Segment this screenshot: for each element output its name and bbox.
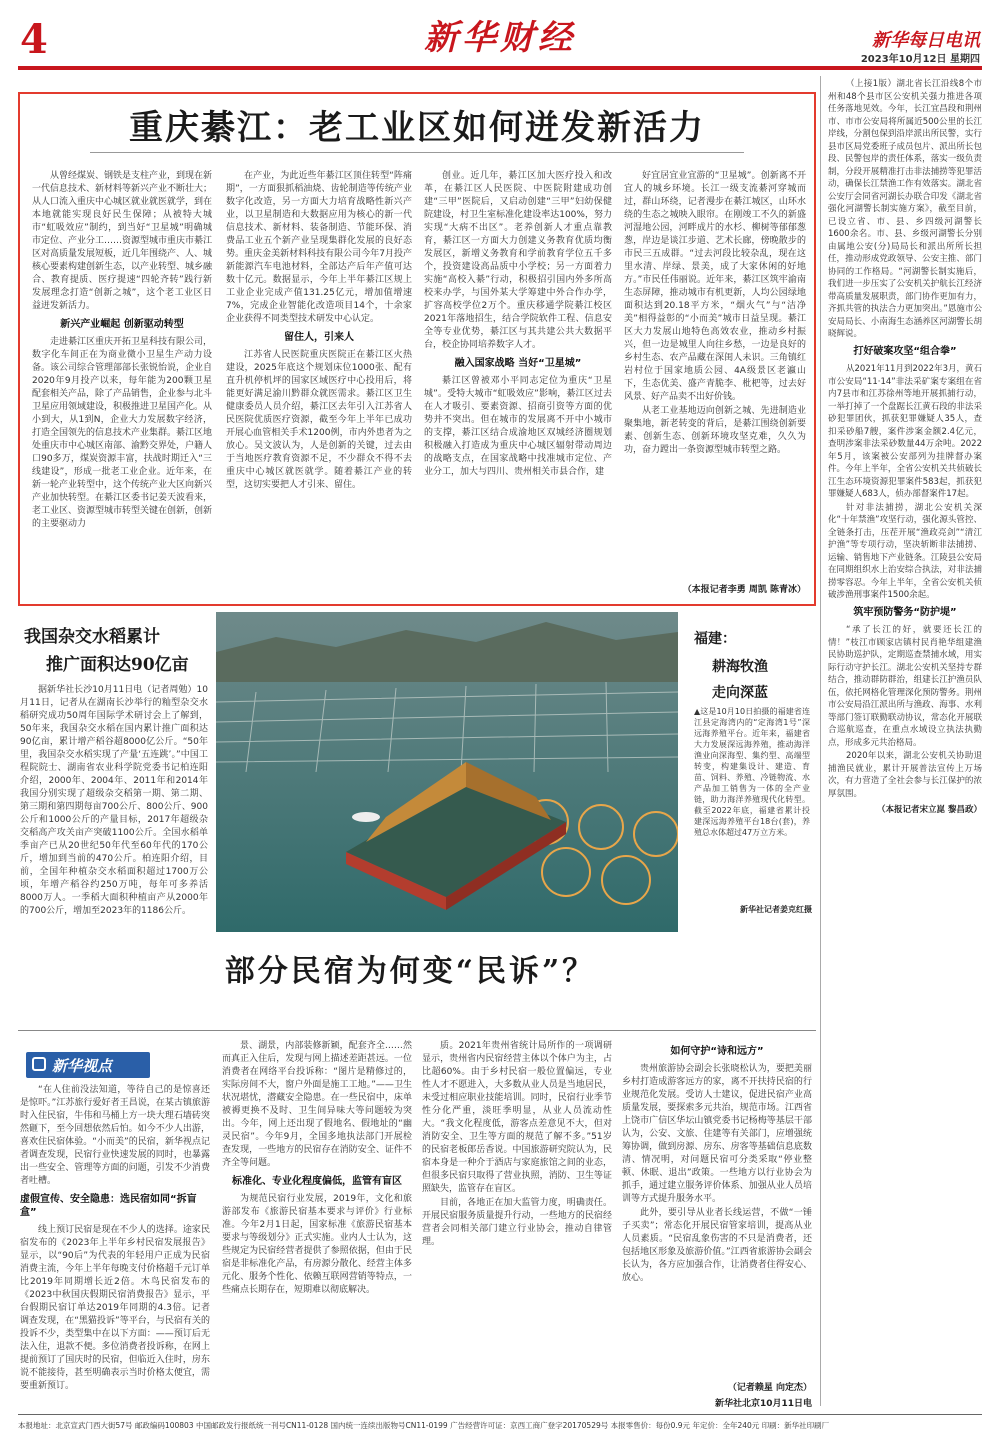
aquaculture-platform-illustration bbox=[216, 612, 678, 932]
caption-text: ▲这是10月10日拍摄的福建省连江县定海湾内的“定海湾1号”深远海养殖平台。近年来，福建省大力发展深远海养殖，推动海洋渔业向深海型、集约型、高端型转变，构建集设计、建造、育苗、饲料、养殖、冷链物流、水产品加工销售为一体的全产业链，助力海洋养殖现代化转型。截至2022年底，福建省累计投建深远海养殖平台18台(套)，养殖总水体超过47万立方米。 bbox=[694, 707, 810, 837]
photo-title-1: 福建： bbox=[694, 631, 736, 647]
paragraph: 创业。近几年，綦江区加大医疗投入和改革，在綦江区人民医院、中医院附建成功创建“三甲”医院后，又启动创建“三甲”妇幼保健院建设，村卫生室标准化建设率达100%，努力实现“大病不出区”。老养创新人才重点靠教育，綦江区一方面大力创建义务教育优质均衡发展区，新增义务教育和学前教育学位五千多个，投资建设高品质中小学校；另一方面着力实施“高校入綦”行动，积极招引国内外多所高校来办学，与国外某大学筹建中外合作办学，扩容高校学位2万个。重庆移通学院綦江校区2021年落地招生，结合学院软件工程、信息安全等专业优势，綦江区与其共建公共大数据平台，校企协同培养数字人才。 bbox=[424, 171, 612, 350]
page-number: 4 bbox=[20, 16, 48, 63]
minsu-column-2 bbox=[222, 1040, 412, 1402]
paragraph: 目前，各地正在加大监管力度，明确责任。开展民宿服务质量提升行动，一些地方的民宿经营者会同相关部门建立行业协会，推动自律管理。 bbox=[422, 1198, 612, 1247]
subheading: 留住人，引来人 bbox=[284, 332, 354, 343]
paragraph: 2020年以来，湖北公安机关协助退捕渔民就业，累计开展普法宣传上万场次，有力营造了全社会参与长江保护的浓厚氛围。 bbox=[828, 751, 982, 799]
minsu-credit: 新华社北京10月11日电 bbox=[714, 1399, 812, 1409]
xinhua-view-badge bbox=[26, 1052, 150, 1078]
paragraph: “承了长江的好，就要还长江的情！”枝江市顾家店镇村民肖艳华组建渔民协助巡护队，定期巡查禁捕水域，用实际行动守护长江。湖北公安机关坚持专群结合，推动群防群治，组建长江护渔员队伍，依托网格化管理深化预防警务。荆州市公安局沿江派出所与渔政、海事、水利等部门签订联勤联动协议，常态化开展联合巡航巡查，在重点水域设立执法执勤点，形成多元共治格局。 bbox=[828, 625, 982, 748]
headline-rule bbox=[90, 152, 744, 153]
footer-text: 本报地址：北京宣武门西大街57号 邮政编码100803 中国邮政发行报纸统一刊号CN11-0128 国内统一连续出版物号CN11-0199 广告经营许可证：京西工商广登字20170529号 本报零售价：每份0.9元 年定价：全年240元 印刷：新华社印刷厂 bbox=[18, 1421, 830, 1430]
paragraph: 綦江区曾被邓小平同志定位为重庆“卫星城”。受特大城市“虹吸效应”影响，綦江区过去在人才吸引、要素资源、招商引资等方面的优势并不突出。但在城市的发展离不开中小城市的支撑，綦江区结合成渝地区双城经济圈规划积极融入打造成为重庆中心城区辐射带动周边的战略支点，在国家战略中找准城市定位、产业分工，加大与四川、贵州相关市县合作，建 bbox=[424, 376, 612, 477]
minsu-byline: （记者赖星 向定杰） bbox=[727, 1383, 812, 1393]
right-column bbox=[828, 78, 982, 1408]
feature-column-2 bbox=[226, 170, 412, 600]
minsu-column-4 bbox=[622, 1040, 812, 1374]
rice-headline-1: 我国杂交水稻累计 bbox=[24, 627, 160, 647]
paper-brand: 新华每日电讯 bbox=[872, 30, 980, 51]
minsu-headline: 部分民宿为何变“民诉”？ bbox=[224, 954, 596, 989]
paragraph: 从曾经煤炭、钢铁是支柱产业，到现在新一代信息技术、新材料等新兴产业不断壮大；从人口流入重庆中心城区就业就医就学，到在本地就能实现良好民生保障；从被特大城市“虹吸效应”制约，到当好“卫星城”明确城市定位、产业分工……资源型城市重庆市綦江区对高质量发展短板，近几年围绕产、人、城核心要素构建创新生态，以产业转型、城乡融合、教育提质、医疗提速“四轮齐转”践行新发展理念打造“创新之城”，这个老工业区日益迸发新活力。 bbox=[32, 171, 212, 311]
feature-column-4 bbox=[624, 170, 806, 576]
badge-label: 新华视点 bbox=[52, 1057, 113, 1075]
paragraph: 好宜居宜业宜游的“卫星城”。创新离不开宜人的城乡环境。长江一级支流綦河穿城而过，群山环绕，记者漫步在綦江城区，山环水绕的生态之城映入眼帘。在刚竣工不久的新盛河湿地公园，河畔成片的水杉、柳树等郁郁葱葱，岸边是谈江步道、艺术长廊，傍晚散步的市民三五成群。“过去河段比较杂乱，现在这里水清、岸绿、景美，成了大家休闲的好地方。”市民任伟丽说。近年来，綦江区筑牢渝南生态屏障，推动城市有机更新，人均公园绿地面积达到20.18平方米，“烟火气”与“洁净美”相得益彰的“小而美”城市日益呈现。綦江区大力发展山地特色高效农业，推动乡村振兴，但一边是城里人向往乡愁，一边是良好的乡村生态、农产品藏在深闺人未识。三角镇红岩村位于国家地质公园、4A级景区老瀛山下，生态优美、盛产青脆李、枇杷等，过去好风景、好产品卖不出好价钱。 bbox=[624, 171, 806, 402]
right-column-divider bbox=[820, 76, 821, 1406]
minsu-column-3 bbox=[422, 1040, 612, 1402]
header-rule bbox=[18, 66, 982, 70]
aquaculture-photo bbox=[216, 612, 678, 932]
feature-column-1 bbox=[32, 170, 212, 600]
subheading: 新兴产业崛起 创新驱动转型 bbox=[60, 319, 184, 330]
paragraph: 从老工业基地迈向创新之城、先进制造业聚集地，新老转变的背后，是綦江围绕创新要素、创新生态、创新环境攻坚克难，久久为功，奋力蹚出一条资源型城市转型之路。 bbox=[624, 406, 806, 455]
right-byline: （本报记者宋立崑 黎昌政） bbox=[877, 805, 982, 815]
paragraph: 贵州旅游协会副会长张晓松认为，要把美丽乡村打造成游客远方的家，离不开扶持民宿的行业规范化发展。受访人士建议，促进民宿产业高质量发展，要探索多元共治，规范市场。江西省上饶市广信区华坛山镇党委书记杨梅等基层干部认为，公安、文旅、住建等有关部门，应增强统筹协调，做到房源、房东、房客等基础信息底数清、情况明，对问题民宿可分类采取“停业整顿、休眠、退出”政策。一些地方以行业协会为抓手，通过建立服务评价体系、加强从业人员培训等方式提升服务水平。 bbox=[622, 1064, 812, 1204]
paragraph: （上接1版）湖北省长江沿线8个市州和48个县市区公安机关强力推进各项任务落地见效。今年，长江宜昌段和荆州市、市市公安局将所属近500公里的长江岸线，分割包保到沿岸派出所民警，实行县市区局党委班子成员包片、派出所长包段、民警包岸的责任体系，落实一级负责制，分段开展精准打击非法捕捞等犯罪活动，确保长江禁渔工作有效落实。湖北省公安厅会同省河湖长办联合印发《湖北省强化河湖警长制实施方案》，截至目前，已设立省、市、县、乡四级河湖警长1600余名。市、县、乡级河湖警长分别由属地公安(分)局局长和派出所所长担任，推动形成党政领导、公安主推、部门协同的工作格局。“河湖警长制实施后，我们进一步压实了公安机关护航长江经济带高质量发展职责，部门协作更加有力，齐抓共管的执法合力更加突出。”恩施市公安局局长、小南海生态涵养区河湖警长胡晓辉说。 bbox=[828, 79, 982, 339]
subheading: 如何守护“诗和远方” bbox=[670, 1046, 764, 1057]
paragraph: 江苏省人民医院重庆医院正在綦江区火热建设，2025年底这个规划床位1000张、配有直升机停机坪的国家区域医疗中心投用后，将能更好满足渝川黔群众就医需求。綦江区卫生健康委员人员介绍，綦江区去年引入江苏省人民医院优质医疗资源，截至今年上半年已成功开展心血管相关手术1200例，市内外患者为之放心。吴文波认为，人是创新的关键，过去由于当地医疗教育资源不足，不少群众不得不去重庆中心城区就医就学。随着綦江产业的转型，这切实要把人才引来、留住。 bbox=[226, 350, 412, 490]
badge-icon bbox=[32, 1057, 46, 1071]
footer-rule bbox=[18, 1414, 982, 1415]
subheading: 标准化、专业化程度偏低，监管有盲区 bbox=[232, 1176, 402, 1187]
photo-title-3: 走向深蓝 bbox=[712, 685, 768, 701]
subheading: 筑牢预防警务“防护堤” bbox=[853, 606, 957, 618]
subheading: 融入国家战略 当好“卫星城” bbox=[454, 358, 582, 369]
subheading: 虚假宣传、安全隐患：选民宿如同“拆盲盒” bbox=[20, 1194, 197, 1218]
paragraph: 在产业，为此近些年綦江区顶住转型“阵痛期”，一方面狠抓稻油烧、齿轮制造等传统产业数字化改造，另一方面大力培育战略性新兴产业，以卫星制造和大数据应用为核心的新一代信息技术、新材料、装备制造、节能环保、消费品工业五个新产业呈现集群化发展的良好态势。重庆金美新材料科技有限公司今年7月投产新能源汽车电池材料，全部达产后年产值可达数十亿元。数据显示，今年上半年綦江区规上工业企业完成产值131.25亿元，增加值增速7%，完成企业智能化改造项目14个，十余家企业获得不同类型技术研发中心认定。 bbox=[226, 171, 412, 324]
paragraph: 针对非法捕捞，湖北公安机关深化“十年禁渔”攻坚行动，强化源头管控、全链条打击，压茬开展“渔政亮剑”“清江护渔”等专项行动，坚决斩断非法捕捞、运输、销售地下产业链条。江陵县公安局在同期组织水上治安综合执法，对非法捕捞零容忍。今年上半年，全省公安机关侦破涉渔刑事案件1500余起。 bbox=[828, 502, 982, 600]
paragraph: “在人住前没法知道，等待自己的是惊喜还是惊吓。”江苏旅行爱好者王昌说，在某古镇旅游时入住民宿，牛伟和马桶上方一块大理石墙砖突然砸下，至今回想依然后怕。如今不少人出游，喜欢住民宿体验。“小而美”的民宿，新华视点记者调查发现，民宿行业快速发展的同时，也暴露出一些安全、管理等方面的问题，引发不少消费者吐槽。 bbox=[20, 1085, 210, 1186]
paragraph: 景、湖景，内部装修新颖，配套齐全……然而真正入住后，发现与网上描述差距甚远。一位消费者在网络平台投诉称：“图片是精修过的，实际房间不大，窗户外面是施工工地。”——卫生状况堪忧，潜藏安全隐患。在一些民宿中，床单被褥更换不及时、卫生间异味大等问题较为突出。今年，网上还出现了假地名、假地址的“幽灵民宿”。今年9月，全国多地执法部门开展检查发现，一些地方的民宿存在消防安全、证件不齐全等问题。 bbox=[222, 1041, 412, 1168]
photo-credit: 新华社记者姜克红摄 bbox=[740, 905, 812, 914]
paragraph: 据新华社长沙10月11日电（记者周勉）10月11日，记者从在湖南长沙举行的籼型杂交水稻研究成功50周年国际学术研讨会上了解到，50年来，我国杂交水稻在国内累计推广面积达90亿亩，累计增产稻谷超8000亿公斤。“50年里，我国杂交水稻实现了产量‘五连跳’。”中国工程院院士、湖南省农业科学院党委书记柏连阳介绍，2000年、2004年、2011年和2014年我国分别实现了超级杂交稻第一期、第二期、第三期和第四期每亩700公斤、800公斤、900公斤和1000公斤的产量目标，2017年超级杂交稻高产攻关亩产突破1100公斤。全国水稻单季亩产已从20世纪50年代至60年代的170公斤，增加到当前的470公斤。柏连阳介绍，目前，全国年种植杂交水稻面积超过1700万公顷，年增产稻谷约250万吨，每年可多养活8000万人。一季稻大面积种植亩产从2000年的700公斤，增加至2023年的1186公斤。 bbox=[20, 685, 208, 916]
paragraph: 质。2021年贵州省统计局所作的一项调研显示，贵州省内民宿经营主体以个体户为主，占比超60%。由于乡村民宿一般位置偏远，专业性人才不愿进入，大多数从业人员是当地居民，未受过相应职业技能培训。同时，民宿行业季节性分化严重，淡旺季明显，从业人员流动性大。“我文化程度低，游客点差意见不大，但对消防安全、卫生等方面的规范了解不多。”51岁的民宿老板郎岳香说。中国旅游研究院认为，民宿本身是一种介于酒店与家庭旅馆之间的业态，但很多民宿只取得了营业执照，消防、卫生等证照缺失，监管存在盲区。 bbox=[422, 1041, 612, 1194]
paragraph: 此外，要引导从业者长线运营，不做“一锤子买卖”；常态化开展民宿管家培训，提高从业人员素质。“民宿乱象伤害的不只是消费者，还包括地区形象及旅游价值。”江西省旅游协会副会长认为，各方应加强合作，让消费者住得安心、放心。 bbox=[622, 1208, 812, 1283]
feature-headline: 重庆綦江：老工业区如何迸发新活力 bbox=[129, 108, 705, 148]
feature-byline: （本报记者李勇 周凯 陈青冰） bbox=[682, 585, 806, 595]
paragraph: 为规范民宿行业发展，2019年，文化和旅游部发布《旅游民宿基本要求与评价》行业标准。今年2月1日起，国家标准《旅游民宿基本要求与等级划分》正式实施。业内人士认为，这些规定为民宿经营者提供了参照依据，但由于民宿是非标准化产品，有房源分散化、经营主体多元化、服务个性化、依赖互联网营销等特点，一些痛点长期存在，短期难以彻底解决。 bbox=[222, 1194, 412, 1295]
boat bbox=[352, 812, 380, 822]
feature-column-3 bbox=[424, 170, 612, 600]
photo-caption bbox=[694, 706, 810, 896]
paragraph: 从2021年11月到2022年3月，黄石市公安局“11·14”非法采矿案专案组在省内7县市和江苏徐州等地开展抓捕行动，一举打掉了一个盘踞长江黄石段的非法采砂犯罪团伙，抓获犯罪嫌疑人35人，查扣采砂船7艘，案件涉案金额2.4亿元，查明涉案非法采砂数量44万余吨。2022年5月，该案被公安部列为挂牌督办案件。今年上半年，全省公安机关共侦破长江生态环境资源犯罪案件583起，抓获犯罪嫌疑人683人，侦办部督案件17起。 bbox=[828, 364, 982, 499]
rice-headline-2: 推广面积达90亿亩 bbox=[46, 655, 189, 675]
section-divider bbox=[18, 1030, 816, 1031]
feature-article bbox=[18, 92, 816, 606]
paragraph: 线上预订民宿是现在不少人的选择。途家民宿发布的《2023年上半年乡村民宿发展报告》显示，以“90后”为代表的年轻用户正成为民宿消费主流，今年上半年每晚支付价格超千元订单比2019年同期增长近2倍。木鸟民宿发布的《2023中秋国庆假期民宿消费报告》显示，平台假期民宿订单达2019年同期的4.3倍。记者调查发现，在“黑猫投诉”等平台，与民宿有关的投诉不少，类型集中在以下方面：——预订后无法入住，退款不便。多位消费者投诉称，在网上提前预订了国庆时的民宿，但临近入住时，房东说不能接待，甚至明确表示当时价格太便宜，需要重新预订。 bbox=[20, 1225, 210, 1391]
subheading: 打好破案攻坚“组合拳” bbox=[853, 345, 957, 357]
paragraph: 走进綦江区重庆开拓卫星科技有限公司，数字化车间正在为商业微小卫星生产动力设备。该公司综合管理部部长张锐怡说，企业自2020年9月投产以来，每年能为200颗卫星配套相关产品，除了产品销售，企业参与北斗卫星应用领域建设，积极推进卫星国产化。从小到大，从1到N，企业大力发展数字经济，打造全国领先的信息技术产业集群。綦江区地处重庆市中心城区南部、渝黔交界处，户籍人口90多万，煤炭资源丰富，扶战时期迁入“三线建设”，形成一批老工业企业。近年来，在新一轮产业转型中，这个传统产业大区向新兴产业加快转型。在綦江区委书记姜天波看来，老工业区、资源型城市转型关键在创新，创新的主要驱动力 bbox=[32, 337, 212, 529]
minsu-column-1 bbox=[20, 1084, 210, 1402]
photo-title-2: 耕海牧渔 bbox=[712, 659, 768, 675]
section-title: 新华财经 bbox=[424, 18, 576, 58]
issue-date: 2023年10月12日 星期四 bbox=[860, 54, 980, 65]
